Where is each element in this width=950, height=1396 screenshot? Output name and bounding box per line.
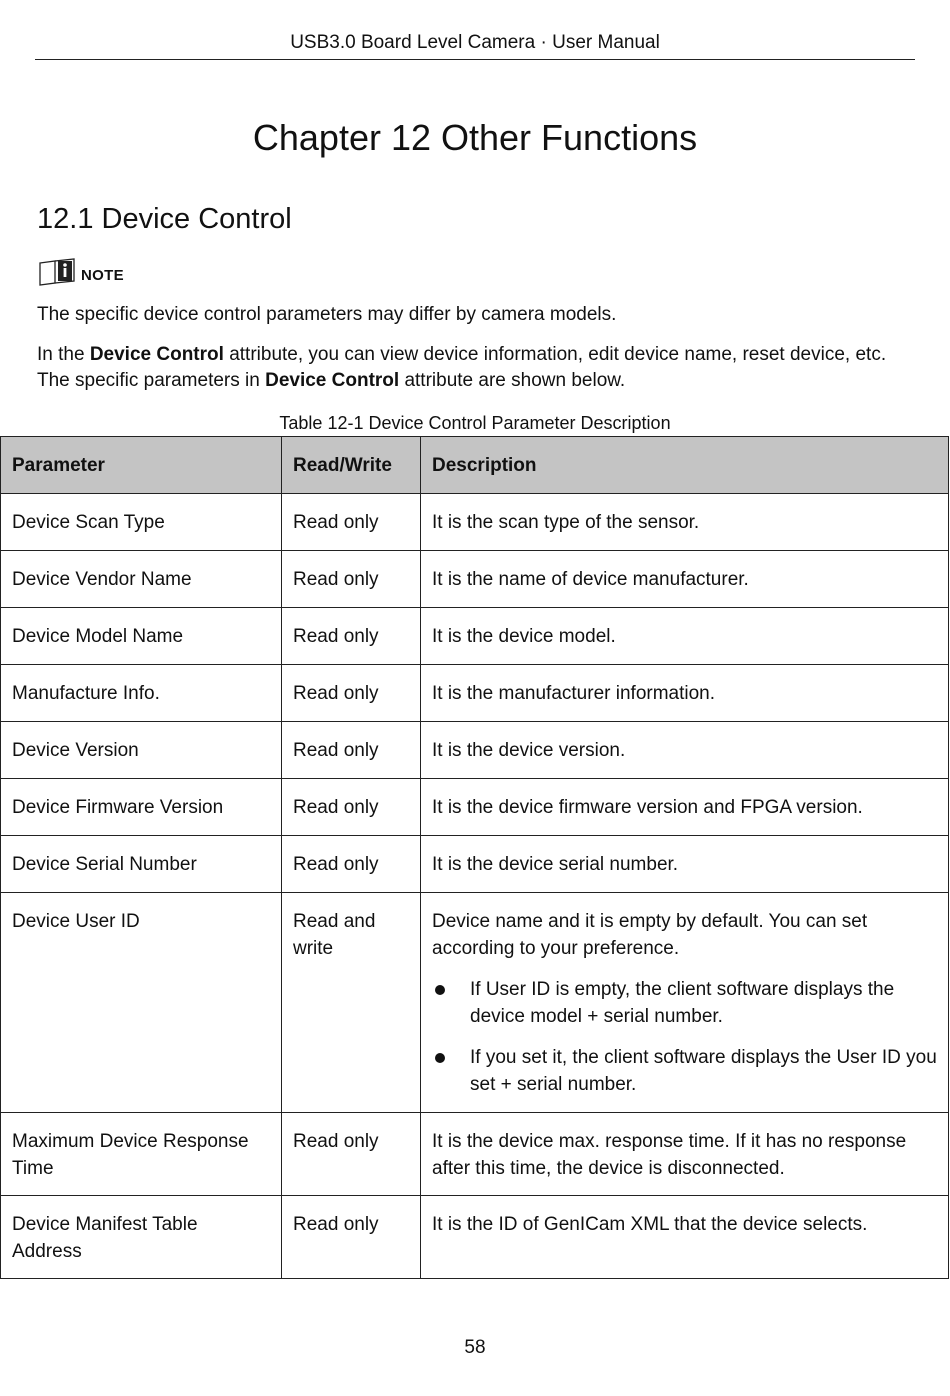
rw-cell: Read only: [282, 494, 421, 551]
header-subtitle: User Manual: [552, 32, 660, 53]
note-callout: [38, 256, 124, 286]
table-row: [1, 1113, 949, 1196]
param-cell: Maximum Device Response Time: [1, 1113, 282, 1196]
intro-bold-b: Device Control: [265, 370, 400, 391]
bullet-item: If User ID is empty, the client software displays the device model + serial number.: [432, 976, 938, 1030]
desc-cell: It is the name of device manufacturer.: [421, 551, 949, 608]
note-info-icon: [38, 258, 76, 286]
table-row: [1, 551, 949, 608]
header-title: USB3.0 Board Level Camera: [290, 32, 536, 53]
page-header: [35, 31, 915, 55]
desc-cell: [421, 893, 949, 1113]
desc-cell: It is the device model.: [421, 608, 949, 665]
rw-cell: Read only: [282, 665, 421, 722]
param-cell: Device Model Name: [1, 608, 282, 665]
parameter-table: [0, 436, 949, 1279]
intro-bold-a: Device Control: [89, 344, 224, 365]
header-read-write: Read/Write: [282, 437, 421, 494]
header-separator: ·: [540, 32, 547, 53]
desc-cell: It is the device firmware version and FPGA version.: [421, 779, 949, 836]
chapter-title: Chapter 12 Other Functions: [252, 117, 698, 158]
table-row: [1, 494, 949, 551]
param-cell: Device Version: [1, 722, 282, 779]
bullet-item: If you set it, the client software displays the User ID you set + serial number.: [432, 1044, 938, 1098]
section-title: 12.1 Device Control: [37, 203, 292, 235]
desc-cell: It is the manufacturer information.: [421, 665, 949, 722]
header-description: Description: [421, 437, 949, 494]
param-cell: Device User ID: [1, 893, 282, 1113]
intro-text-c: attribute are shown below.: [399, 370, 626, 391]
rw-cell: Read only: [282, 722, 421, 779]
rw-cell: Read only: [282, 1113, 421, 1196]
rw-cell: Read and write: [282, 893, 421, 1113]
param-cell: Device Firmware Version: [1, 779, 282, 836]
table-caption: Table 12-1 Device Control Parameter Description: [279, 413, 671, 433]
param-cell: Device Vendor Name: [1, 551, 282, 608]
desc-cell: It is the device serial number.: [421, 836, 949, 893]
table-header-row: [1, 437, 949, 494]
table-row: [1, 665, 949, 722]
desc-text: Device name and it is empty by default. You can set according to your preference.: [432, 911, 868, 959]
param-cell: Device Manifest Table Address: [1, 1196, 282, 1279]
bullet-list: [432, 976, 938, 1098]
desc-cell: It is the ID of GenICam XML that the device selects.: [421, 1196, 949, 1279]
header-parameter: Parameter: [1, 437, 282, 494]
table-row: [1, 779, 949, 836]
table-row: [1, 893, 949, 1113]
intro-text-b: attribute, you can view device information, edit device name, reset device, etc. The specific parameters in: [37, 344, 887, 391]
page-number: 58: [464, 1337, 486, 1358]
param-cell: Manufacture Info.: [1, 665, 282, 722]
rw-cell: Read only: [282, 608, 421, 665]
intro-paragraph: [37, 342, 907, 394]
desc-cell: It is the device max. response time. If it has no response after this time, the device is disconnected.: [421, 1113, 949, 1196]
param-cell: Device Serial Number: [1, 836, 282, 893]
header-divider: [35, 59, 915, 60]
table-row: [1, 1196, 949, 1279]
rw-cell: Read only: [282, 836, 421, 893]
desc-cell: It is the device version.: [421, 722, 949, 779]
rw-cell: Read only: [282, 1196, 421, 1279]
intro-text-a: In the: [37, 344, 90, 365]
table-row: [1, 836, 949, 893]
desc-cell: It is the scan type of the sensor.: [421, 494, 949, 551]
note-text: The specific device control parameters may differ by camera models.: [37, 304, 617, 325]
rw-cell: Read only: [282, 779, 421, 836]
table-row: [1, 608, 949, 665]
rw-cell: Read only: [282, 551, 421, 608]
note-label: NOTE: [81, 267, 124, 284]
param-cell: Device Scan Type: [1, 494, 282, 551]
table-row: [1, 722, 949, 779]
